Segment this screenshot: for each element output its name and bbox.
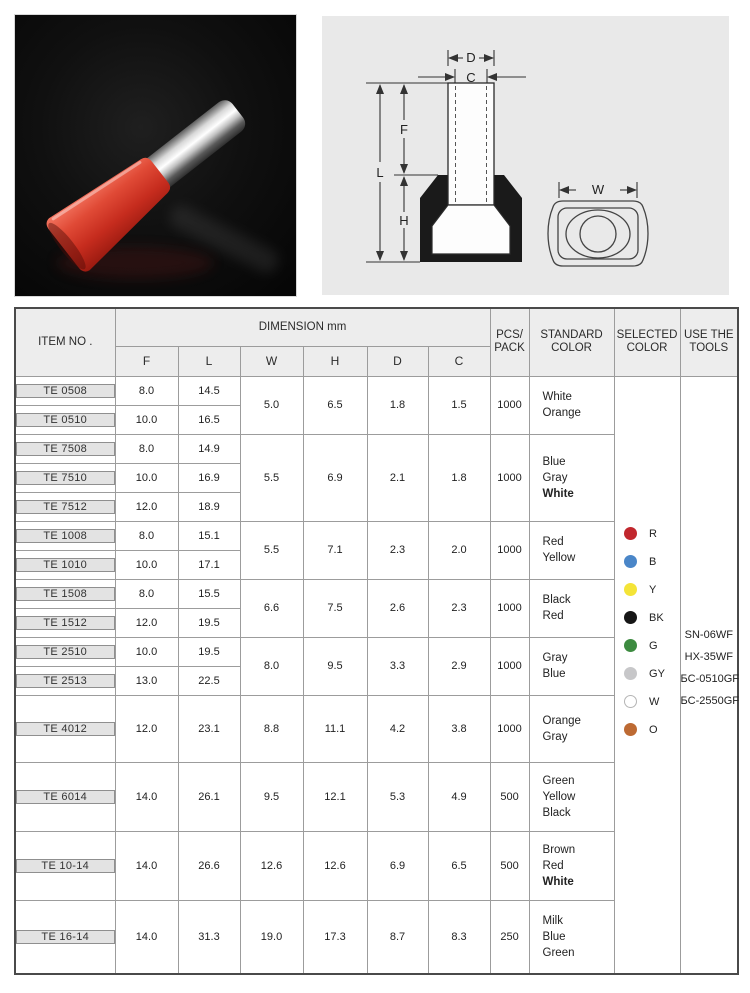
h-value: 7.1 bbox=[303, 521, 367, 579]
l-value: 23.1 bbox=[178, 695, 240, 762]
header-item-no: ITEM NO . bbox=[15, 308, 115, 376]
dimension-diagram bbox=[322, 16, 729, 295]
white-dot-icon bbox=[624, 695, 637, 708]
pcs-value: 1000 bbox=[490, 579, 529, 637]
tool-model: БС-0510GF bbox=[680, 672, 739, 685]
w-value: 12.6 bbox=[240, 831, 303, 900]
c-value: 4.9 bbox=[428, 762, 490, 831]
item-no: TE 0508 bbox=[16, 384, 115, 398]
item-no: TE 1010 bbox=[16, 558, 115, 572]
d-value: 8.7 bbox=[367, 900, 428, 974]
collar-front-face bbox=[432, 205, 510, 254]
w-value: 8.8 bbox=[240, 695, 303, 762]
l-value: 16.9 bbox=[178, 463, 240, 492]
h-value: 9.5 bbox=[303, 637, 367, 695]
item-no: TE 2510 bbox=[16, 645, 115, 659]
spec-table bbox=[14, 307, 739, 975]
pcs-value: 1000 bbox=[490, 434, 529, 521]
label-c: C bbox=[466, 70, 476, 85]
w-value: 9.5 bbox=[240, 762, 303, 831]
w-value: 5.5 bbox=[240, 434, 303, 521]
l-value: 26.1 bbox=[178, 762, 240, 831]
h-value: 11.1 bbox=[303, 695, 367, 762]
l-value: 15.1 bbox=[178, 521, 240, 550]
item-no: TE 10-14 bbox=[16, 859, 115, 873]
swatch-green: G bbox=[624, 639, 670, 652]
gray-dot-icon bbox=[624, 667, 637, 680]
l-value: 22.5 bbox=[178, 666, 240, 695]
f-value: 10.0 bbox=[115, 637, 178, 666]
l-value: 15.5 bbox=[178, 579, 240, 608]
pcs-value: 1000 bbox=[490, 376, 529, 434]
pcs-value: 500 bbox=[490, 831, 529, 900]
label-l: L bbox=[376, 165, 384, 180]
pcs-value: 1000 bbox=[490, 637, 529, 695]
header-row-1 bbox=[15, 308, 738, 346]
c-value: 6.5 bbox=[428, 831, 490, 900]
top-view-outline bbox=[548, 201, 648, 266]
swatch-black: BK bbox=[624, 611, 670, 624]
header-dim-h: H bbox=[303, 346, 367, 376]
swatch-gray: GY bbox=[624, 667, 670, 680]
header-dim-c: C bbox=[428, 346, 490, 376]
red-dot-icon bbox=[624, 527, 637, 540]
header-use-the-tools: USE THE TOOLS bbox=[680, 308, 738, 376]
l-value: 14.9 bbox=[178, 434, 240, 463]
swatch-yellow: Y bbox=[624, 583, 670, 596]
l-value: 26.6 bbox=[178, 831, 240, 900]
c-value: 1.8 bbox=[428, 434, 490, 521]
l-value: 31.3 bbox=[178, 900, 240, 974]
tool-model-list bbox=[681, 624, 738, 712]
c-value: 8.3 bbox=[428, 900, 490, 974]
tool-model: SN-06WF bbox=[684, 628, 733, 641]
d-value: 1.8 bbox=[367, 376, 428, 434]
swatch-blue: B bbox=[624, 555, 670, 568]
spec-table-wrap bbox=[14, 307, 739, 975]
item-no: TE 1508 bbox=[16, 587, 115, 601]
yellow-dot-icon bbox=[624, 583, 637, 596]
item-no: TE 7512 bbox=[16, 500, 115, 514]
f-value: 8.0 bbox=[115, 579, 178, 608]
f-value: 10.0 bbox=[115, 405, 178, 434]
f-value: 12.0 bbox=[115, 492, 178, 521]
blue-dot-icon bbox=[624, 555, 637, 568]
standard-color-cell: Blue Gray White bbox=[529, 434, 614, 521]
f-value: 14.0 bbox=[115, 762, 178, 831]
green-dot-icon bbox=[624, 639, 637, 652]
c-value: 1.5 bbox=[428, 376, 490, 434]
standard-color-cell: Brown Red White bbox=[529, 831, 614, 900]
orange-dot-icon bbox=[624, 723, 637, 736]
h-value: 7.5 bbox=[303, 579, 367, 637]
f-value: 14.0 bbox=[115, 831, 178, 900]
label-h: H bbox=[399, 213, 409, 228]
standard-color-cell: Gray Blue bbox=[529, 637, 614, 695]
tools-cell bbox=[680, 376, 738, 974]
d-value: 6.9 bbox=[367, 831, 428, 900]
header-standard-color: STANDARD COLOR bbox=[529, 308, 614, 376]
color-swatch-list bbox=[624, 527, 670, 736]
standard-color-cell: Green Yellow Black bbox=[529, 762, 614, 831]
l-value: 16.5 bbox=[178, 405, 240, 434]
c-value: 3.8 bbox=[428, 695, 490, 762]
black-dot-icon bbox=[624, 611, 637, 624]
h-value: 12.6 bbox=[303, 831, 367, 900]
dimension-drawing bbox=[322, 16, 729, 295]
label-f: F bbox=[400, 122, 408, 137]
h-value: 6.9 bbox=[303, 434, 367, 521]
selected-color-cell bbox=[614, 376, 680, 974]
w-value: 5.0 bbox=[240, 376, 303, 434]
standard-color-cell: White Orange bbox=[529, 376, 614, 434]
d-value: 4.2 bbox=[367, 695, 428, 762]
pcs-value: 1000 bbox=[490, 521, 529, 579]
label-d: D bbox=[466, 50, 476, 65]
f-value: 8.0 bbox=[115, 434, 178, 463]
c-value: 2.9 bbox=[428, 637, 490, 695]
standard-color-cell: Milk Blue Green bbox=[529, 900, 614, 974]
ferrule-barrel-outline bbox=[448, 83, 494, 205]
header-selected-color: SELECTED COLOR bbox=[614, 308, 680, 376]
label-w: W bbox=[591, 182, 605, 197]
header-dim-f: F bbox=[115, 346, 178, 376]
item-no: TE 6014 bbox=[16, 790, 115, 804]
l-value: 17.1 bbox=[178, 550, 240, 579]
table-row bbox=[15, 376, 738, 405]
header-dim-d: D bbox=[367, 346, 428, 376]
c-value: 2.3 bbox=[428, 579, 490, 637]
swatch-orange: O bbox=[624, 723, 670, 736]
f-value: 10.0 bbox=[115, 550, 178, 579]
item-no: TE 0510 bbox=[16, 413, 115, 427]
item-no: TE 4012 bbox=[16, 722, 115, 736]
d-value: 2.3 bbox=[367, 521, 428, 579]
item-no: TE 7508 bbox=[16, 442, 115, 456]
item-no: TE 1008 bbox=[16, 529, 115, 543]
ferrule-photo-illustration bbox=[15, 15, 296, 296]
swatch-red: R bbox=[624, 527, 670, 540]
standard-color-cell: Orange Gray bbox=[529, 695, 614, 762]
product-photo-red-ferrule bbox=[14, 14, 297, 297]
tool-model: HX-35WF bbox=[684, 650, 733, 663]
f-value: 13.0 bbox=[115, 666, 178, 695]
d-value: 2.6 bbox=[367, 579, 428, 637]
d-value: 2.1 bbox=[367, 434, 428, 521]
f-value: 8.0 bbox=[115, 521, 178, 550]
w-value: 8.0 bbox=[240, 637, 303, 695]
header-pcs-pack: PCS/ PACK bbox=[490, 308, 529, 376]
w-value: 19.0 bbox=[240, 900, 303, 974]
l-value: 14.5 bbox=[178, 376, 240, 405]
f-value: 14.0 bbox=[115, 900, 178, 974]
f-value: 12.0 bbox=[115, 608, 178, 637]
f-value: 8.0 bbox=[115, 376, 178, 405]
l-value: 19.5 bbox=[178, 637, 240, 666]
header-dimension: DIMENSION mm bbox=[115, 308, 490, 346]
h-value: 17.3 bbox=[303, 900, 367, 974]
d-value: 5.3 bbox=[367, 762, 428, 831]
d-value: 3.3 bbox=[367, 637, 428, 695]
pcs-value: 500 bbox=[490, 762, 529, 831]
standard-color-cell: Black Red bbox=[529, 579, 614, 637]
w-value: 6.6 bbox=[240, 579, 303, 637]
f-value: 10.0 bbox=[115, 463, 178, 492]
pcs-value: 1000 bbox=[490, 695, 529, 762]
l-value: 18.9 bbox=[178, 492, 240, 521]
swatch-white: W bbox=[624, 695, 670, 708]
item-no: TE 7510 bbox=[16, 471, 115, 485]
header-dim-w: W bbox=[240, 346, 303, 376]
h-value: 6.5 bbox=[303, 376, 367, 434]
f-value: 12.0 bbox=[115, 695, 178, 762]
tool-model: БС-2550GF bbox=[680, 694, 739, 707]
pcs-value: 250 bbox=[490, 900, 529, 974]
standard-color-cell: Red Yellow bbox=[529, 521, 614, 579]
item-no: TE 2513 bbox=[16, 674, 115, 688]
item-no: TE 1512 bbox=[16, 616, 115, 630]
l-value: 19.5 bbox=[178, 608, 240, 637]
c-value: 2.0 bbox=[428, 521, 490, 579]
header-dim-l: L bbox=[178, 346, 240, 376]
w-value: 5.5 bbox=[240, 521, 303, 579]
h-value: 12.1 bbox=[303, 762, 367, 831]
item-no: TE 16-14 bbox=[16, 930, 115, 944]
